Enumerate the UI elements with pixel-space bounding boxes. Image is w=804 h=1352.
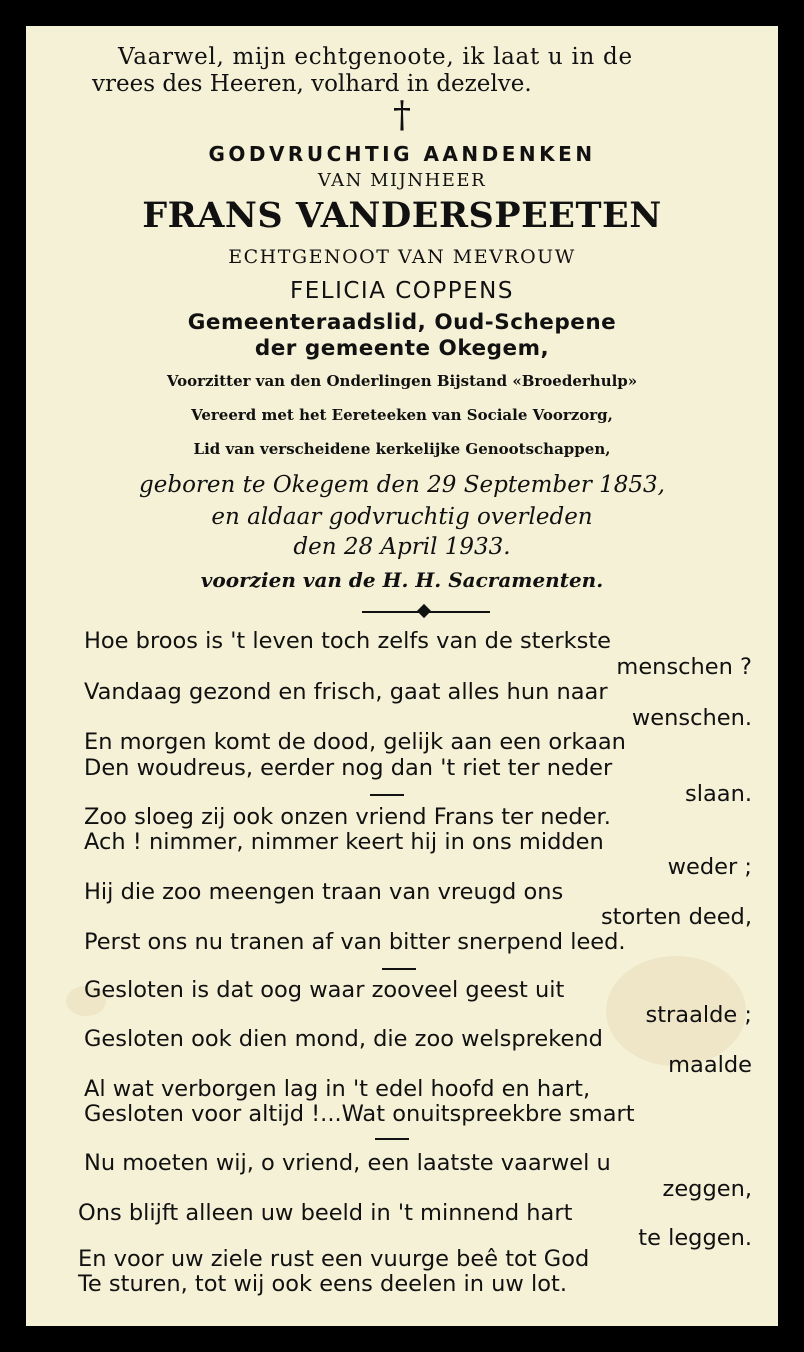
poem-line: Te sturen, tot wij ook eens deelen in uw lot. bbox=[78, 1271, 567, 1297]
birth-line: geboren te Okegem den 29 September 1853, bbox=[139, 472, 665, 498]
card-header: GODVRUCHTIG AANDENKEN bbox=[208, 142, 596, 166]
role-line: Vereerd met het Eereteeken van Sociale Voorzorg, bbox=[191, 406, 613, 424]
poem-line: wenschen. bbox=[631, 705, 752, 731]
poem-line: maalde bbox=[668, 1052, 752, 1078]
opening-line: vrees des Heeren, volhard in dezelve. bbox=[92, 71, 532, 97]
role-line: Lid van verscheidene kerkelijke Genootschappen, bbox=[193, 440, 611, 458]
stanza-divider bbox=[375, 1138, 409, 1140]
poem-line: Gesloten is dat oog waar zooveel geest uit bbox=[84, 977, 565, 1003]
deceased-name: FRANS VANDERSPEETEN bbox=[142, 195, 662, 236]
poem-line: En morgen komt de dood, gelijk aan een orkaan bbox=[84, 729, 626, 755]
memorial-card bbox=[26, 26, 778, 1326]
poem-line: Perst ons nu tranen af van bitter snerpend leed. bbox=[84, 929, 626, 955]
sacraments-line: voorzien van de H. H. Sacramenten. bbox=[200, 568, 604, 592]
spouse-name: FELICIA COPPENS bbox=[290, 278, 514, 304]
stanza-divider bbox=[370, 794, 404, 796]
cross-icon: † bbox=[393, 95, 411, 136]
poem-line: weder ; bbox=[667, 854, 752, 880]
poem-line: Ach ! nimmer, nimmer keert hij in ons midden bbox=[84, 829, 604, 855]
death-date-line: den 28 April 1933. bbox=[293, 534, 511, 560]
opening-line: Vaarwel, mijn echtgenoote, ik laat u in de bbox=[118, 44, 633, 70]
role-line: Voorzitter van den Onderlingen Bijstand «Broederhulp» bbox=[166, 372, 638, 390]
poem-line: En voor uw ziele rust een vuurge beê tot God bbox=[78, 1246, 590, 1272]
poem-line: Ons blijft alleen uw beeld in 't minnend hart bbox=[78, 1200, 573, 1226]
poem-line: menschen ? bbox=[616, 654, 752, 680]
poem-line: Den woudreus, eerder nog dan 't riet ter neder bbox=[84, 755, 613, 781]
van-line: VAN MIJNHEER bbox=[317, 170, 487, 191]
title-line: der gemeente Okegem, bbox=[254, 336, 550, 361]
stanza-divider bbox=[382, 968, 416, 970]
ornament-diamond-icon bbox=[417, 604, 431, 618]
poem-line: Hij die zoo meengen traan van vreugd ons bbox=[84, 879, 564, 905]
poem-line: Vandaag gezond en frisch, gaat alles hun naar bbox=[84, 679, 608, 705]
poem-line: Nu moeten wij, o vriend, een laatste vaarwel u bbox=[84, 1150, 611, 1176]
poem-line: slaan. bbox=[685, 781, 752, 807]
poem-line: straalde ; bbox=[645, 1002, 752, 1028]
poem-line: storten deed, bbox=[600, 904, 752, 930]
poem-line: te leggen. bbox=[638, 1225, 752, 1251]
spouse-intro: ECHTGENOOT VAN MEVROUW bbox=[228, 246, 576, 268]
poem-line: Gesloten voor altijd !...Wat onuitspreekbre smart bbox=[84, 1101, 635, 1127]
death-line: en aldaar godvruchtig overleden bbox=[211, 504, 593, 530]
poem-line: Gesloten ook dien mond, die zoo welsprekend bbox=[84, 1026, 603, 1052]
poem-line: zeggen, bbox=[662, 1176, 752, 1202]
title-line: Gemeenteraadslid, Oud-Schepene bbox=[187, 310, 617, 335]
poem-line: Al wat verborgen lag in 't edel hoofd en hart, bbox=[84, 1076, 591, 1102]
poem-line: Zoo sloeg zij ook onzen vriend Frans ter neder. bbox=[84, 804, 611, 830]
poem-line: Hoe broos is 't leven toch zelfs van de sterkste bbox=[84, 628, 611, 654]
